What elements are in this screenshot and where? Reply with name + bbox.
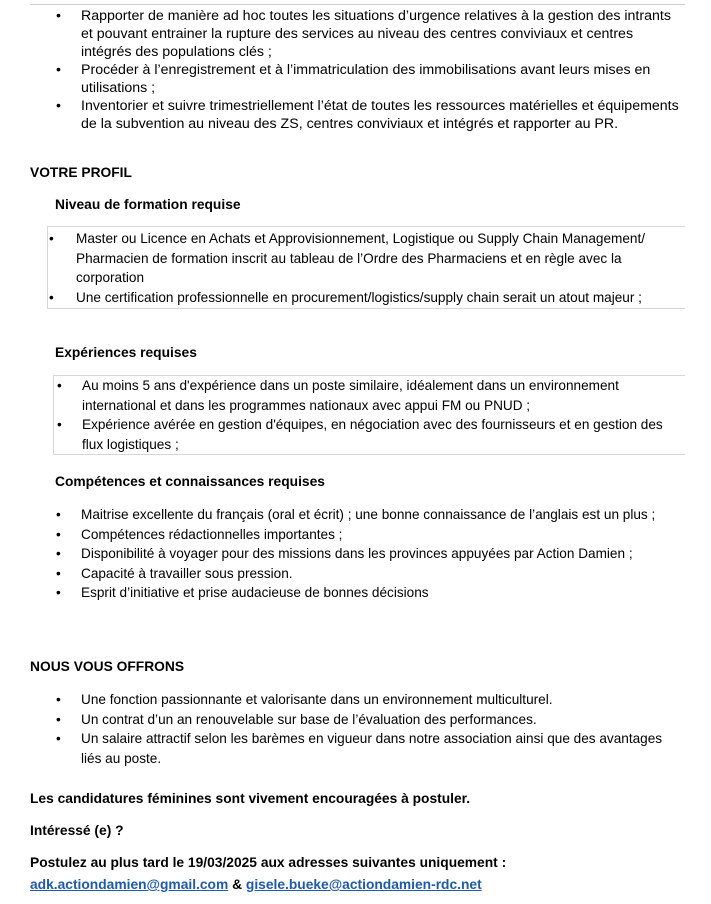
bullet-icon: •: [56, 565, 61, 581]
list-item: • Disponibilité à voyager pour des missions dans les provinces appuyées par Action Damien ;: [81, 544, 686, 564]
bullet-icon: •: [56, 585, 61, 600]
list-item: • Esprit d’initiative et prise audacieuse de bonnes décisions: [81, 583, 686, 603]
list-item: • Un contrat d’un an renouvelable sur base de l’évaluation des performances.: [81, 710, 686, 730]
bullet-icon: •: [56, 711, 61, 727]
competences-list: [56, 505, 686, 603]
top-rule: [30, 4, 685, 5]
bullet-icon: •: [49, 231, 54, 246]
email-separator: &: [232, 877, 243, 892]
subsection-title-competences: Compétences et connaissances requises: [55, 474, 325, 489]
formation-list: [47, 226, 685, 309]
section-title-offre: NOUS VOUS OFFRONS: [30, 659, 185, 674]
list-item: • Inventorier et suivre trimestriellement l’état de toutes les ressources matérielles et équipements de la subvention au niveau des ZS, centres conviviaux et intégrés et rapporter au PR.: [56, 98, 679, 132]
feminine-note: Les candidatures féminines sont vivement encouragées à postuler.: [30, 791, 471, 806]
bullet-icon: •: [56, 98, 61, 114]
list-item: • Capacité à travailler sous pression.: [81, 564, 686, 584]
offre-list: [56, 690, 686, 768]
list-item: • Une fonction passionnante et valorisante dans un environnement multiculturel.: [81, 690, 686, 710]
bullet-icon: •: [56, 507, 61, 522]
email-line: [30, 876, 482, 894]
bullet-icon: •: [56, 8, 61, 24]
bullet-icon: •: [57, 378, 62, 393]
bullet-icon: •: [56, 526, 61, 542]
intro-list: [56, 7, 681, 133]
subsection-title-experiences: Expériences requises: [55, 345, 197, 360]
list-item: • Expérience avérée en gestion d'équipes, en négociation avec des fournisseurs et en gestion des flux logistiques ;: [57, 417, 663, 452]
bullet-icon: •: [49, 289, 54, 305]
bullet-icon: •: [56, 731, 61, 746]
email-link-2[interactable]: gisele.bueke@actiondamien-rdc.net: [245, 877, 482, 892]
experiences-list: [53, 375, 685, 455]
list-item: • Un salaire attractif selon les barèmes en vigueur dans notre association ainsi que des avantages liés au poste.: [56, 731, 663, 766]
list-item: • Master ou Licence en Achats et Approvisionnement, Logistique ou Supply Chain Management/ Pharmacien de formation inscrit au tableau de l’Ordre des Pharmaciens et en règle avec la corporation: [49, 231, 646, 285]
section-title-profil: VOTRE PROFIL: [30, 165, 132, 180]
bullet-icon: •: [56, 62, 61, 78]
list-item: • Compétences rédactionnelles importantes ;: [81, 525, 686, 545]
bullet-icon: •: [56, 692, 61, 707]
list-item: • Maitrise excellente du français (oral et écrit) ; une bonne connaissance de l’anglais est un plus ;: [81, 505, 686, 525]
subsection-title-formation: Niveau de formation requise: [55, 197, 241, 212]
list-item: • Rapporter de manière ad hoc toutes les situations d’urgence relatives à la gestion des intrants et pouvant entrainer la rupture des services au niveau des centres conviviaux et centres intégrés des populations clés ;: [56, 8, 671, 60]
list-item: • Une certification professionnelle en procurement/logistics/supply chain serait un atout majeur ;: [76, 288, 679, 308]
list-item: • Au moins 5 ans d'expérience dans un poste similaire, idéalement dans un environnement international et dans les programmes nationaux avec appui FM ou PNUD ;: [57, 378, 619, 413]
list-item: • Procéder à l’enregistrement et à l’immatriculation des immobilisations avant leurs mises en utilisations ;: [56, 62, 651, 96]
apply-instructions: Postulez au plus tard le 19/03/2025 aux adresses suivantes uniquement :: [30, 855, 507, 870]
email-link-1[interactable]: adk.actiondamien@gmail.com: [30, 877, 229, 892]
interested-question: Intéressé (e) ?: [30, 823, 124, 838]
bullet-icon: •: [56, 546, 61, 561]
bullet-icon: •: [57, 417, 62, 432]
